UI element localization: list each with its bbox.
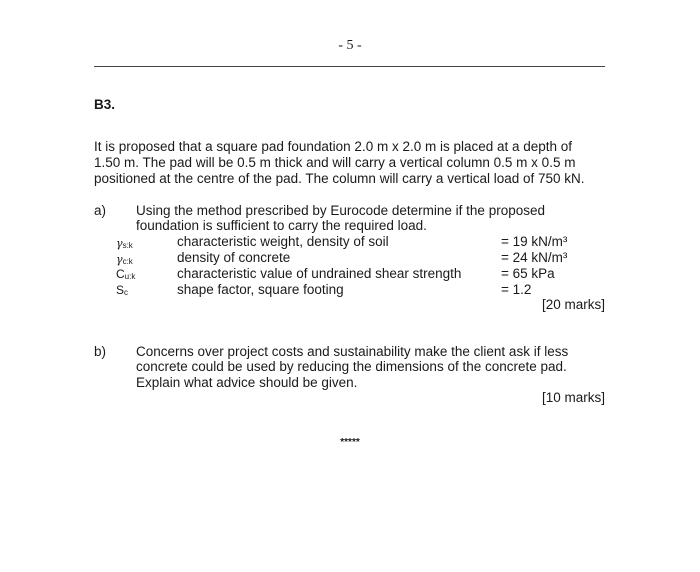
intro-line-2: 1.50 m. The pad will be 0.5 m thick and will carry a vertical column 0.5 m x 0.5 m [94,155,576,170]
param-description: characteristic weight, density of soil [177,234,389,249]
part-b-label: b) [94,344,107,359]
part-a-line-1: Using the method prescribed by Eurocode determine if the proposed [136,203,545,218]
param-symbol: $C_{u:k}$ [116,267,136,281]
param-value: = 19 kN/m³ [501,234,568,249]
part-a-marks: [20 marks] [541,297,605,312]
part-a-line-2: foundation is sufficient to carry the required load. [136,218,427,233]
param-symbol: $\gamma_{c:k}$ [116,253,133,266]
page-number: - 5 - [338,38,362,53]
part-a-label: a) [94,203,107,218]
intro-line-3: positioned at the centre of the pad. The column will carry a vertical load of 750 kN. [94,171,585,186]
param-value: = 65 kPa [501,266,555,281]
header-divider [94,66,605,67]
param-value: = 1.2 [501,282,532,297]
part-b-line-1: Concerns over project costs and sustainability make the client ask if less [136,344,569,359]
part-b-line-2: concrete could be used by reducing the dimensions of the concrete pad. [136,359,567,374]
param-description: shape factor, square footing [177,282,344,297]
intro-line-1: It is proposed that a square pad foundation 2.0 m x 2.0 m is placed at a depth of [94,139,573,154]
part-b-line-3: Explain what advice should be given. [136,375,358,390]
question-label: B3. [94,97,116,112]
param-description: density of concrete [177,250,291,265]
param-value: = 24 kN/m³ [501,250,568,265]
param-symbol: $\gamma_{s:k}$ [116,237,133,250]
part-b-marks: [10 marks] [541,390,605,405]
end-marker: ***** [340,437,360,448]
param-description: characteristic value of undrained shear strength [177,266,462,281]
param-symbol: $S_c$ [116,283,129,297]
